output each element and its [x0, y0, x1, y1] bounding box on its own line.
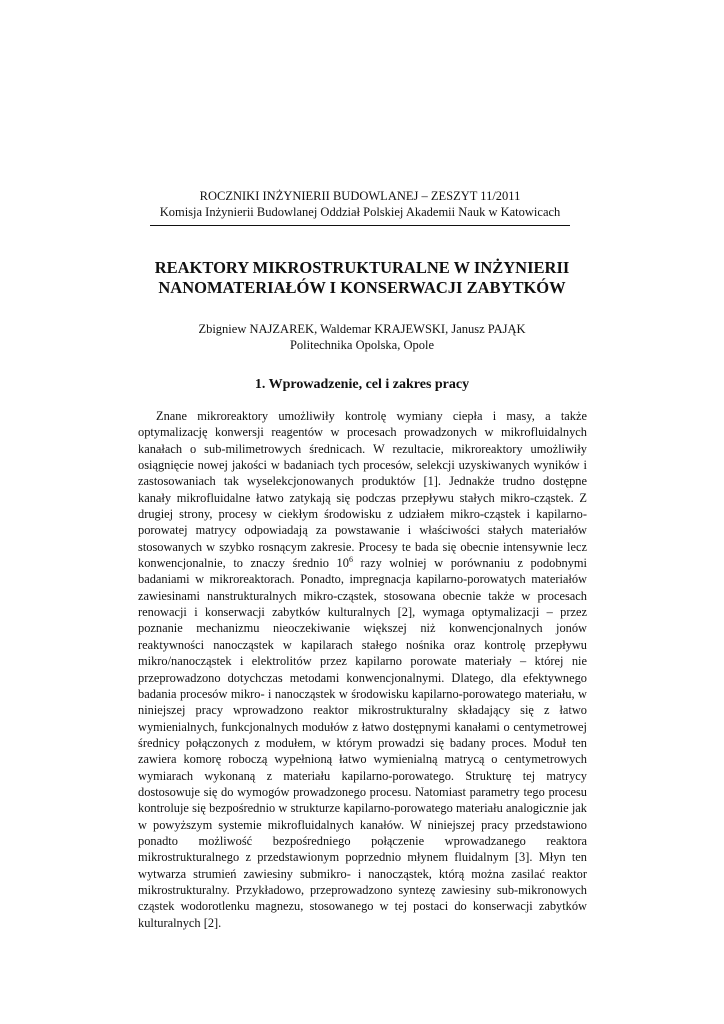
title-line-2: NANOMATERIAŁÓW I KONSERWACJI ZABYTKÓW: [158, 278, 566, 297]
body-text-part-1: Znane mikroreaktory umożliwiły kontrolę wymiany ciepła i masy, a także optymalizację konwersji reagentów w procesach prowadzonych w mikrofluidalnych kanałach o sub-milimetrowych średnicach. W rezultacie, mikroreaktory umożliwiły osiągnięcie nowej jakości w badaniach tych procesów, selekcji uzyskiwanych wyników i zastosowaniach tak wyselekcjonowanych produktów [1]. Jednakże trudno dostępne kanały mikrofluidalne łatwo zatykają się podczas przepływu stałych mikro-cząstek. Z drugiej strony, procesy w ciekłym środowisku z udziałem mikro-cząstek i kapilarno-porowatej matrycy odpowiadają za powstawanie i właściwości stałych materiałów stosowanych w szybko rosnącym zakresie. Procesy te bada się obecnie intensywnie lecz konwencjonalnie, to znaczy średnio 10: [138, 409, 587, 571]
paper-title: [110, 258, 614, 298]
body-text-part-2: razy wolniej w porównaniu z podobnymi badaniami w mikroreaktorach. Ponadto, impregnacja kapilarno-porowatych materiałów zawiesinami nanstrukturalnych mikro-cząstek, stosowana obecnie także w procesach renowacji i konserwacji zabytków kulturalnych [2], wymaga optymalizacji – przez poznanie mechanizmu nieoczekiwanie większej niż konwencjonalnych jonów reaktywności nanocząstek w kapilarach stałego nośnika oraz kontrolę przepływu mikro/nanocząstek i elektrolitów przez kapilarno porowate materiały – której nie przeprowadzono dotychczas metodami konwencjonalnymi. Dlatego, dla efektywnego badania procesów mikro- i nanocząstek w środowisku kapilarno-porowatego materiału, w niniejszej pracy wprowadzono reaktor mikrostrukturalny składający się z łatwo wymienialnych, funkcjonalnych modułów z łatwo dostępnymi kanałami o centymetrowej średnicy połączonych z modułem, w którym prowadzi się badany proces. Moduł ten zawiera komorę roboczą wypełnioną łatwo wymienialną matrycą o centymetrowych wymiarach wykonaną z materiału kapilarno-porowatego. Strukturę tej matrycy dostosowuje się do wymogów prowadzonego procesu. Natomiast parametry tego procesu kontroluje się bezpośrednio w strukturze kapilarno-porowatego materiału analogicznie jak w powyższym systemie mikrofluidalnych kanałów. W niniejszej pracy przedstawiono ponadto możliwość bezpośredniego połączenie wprowadzanego reaktora mikrostrukturalnego z przedstawionym poprzednio młynem fluidalnym [3]. Młyn ten wytwarza strumień zawiesiny submikro- i nanocząstek, którą można zasilać reaktor mikrostrukturalny. Przykładowo, przeprowadzono syntezę zawiesiny sub-mikronowych cząstek wodorotlenku magnezu, stosowanego w tej postaci do konserwacji zabytków kulturalnych [2].: [138, 556, 587, 930]
author-block: [110, 321, 614, 353]
exponent-superscript: 6: [348, 554, 353, 564]
journal-series-line: ROCZNIKI INŻYNIERII BUDOWLANEJ – ZESZYT 11/2011: [199, 189, 521, 203]
author-names: Zbigniew NAJZAREK, Waldemar KRAJEWSKI, Janusz PAJĄK: [198, 322, 526, 336]
author-affiliation: Politechnika Opolska, Opole: [289, 338, 435, 352]
section-heading: 1. Wprowadzenie, cel i zakres pracy: [254, 377, 470, 392]
body-text: [138, 408, 587, 931]
journal-publisher-line: Komisja Inżynierii Budowlanej Oddział Polskiej Akademii Nauk w Katowicach: [159, 205, 561, 219]
journal-header: [150, 188, 570, 220]
header-divider: [150, 225, 570, 226]
title-line-1: REAKTORY MIKROSTRUKTURALNE W INŻYNIERII: [154, 258, 570, 277]
body-paragraph: [138, 408, 587, 931]
